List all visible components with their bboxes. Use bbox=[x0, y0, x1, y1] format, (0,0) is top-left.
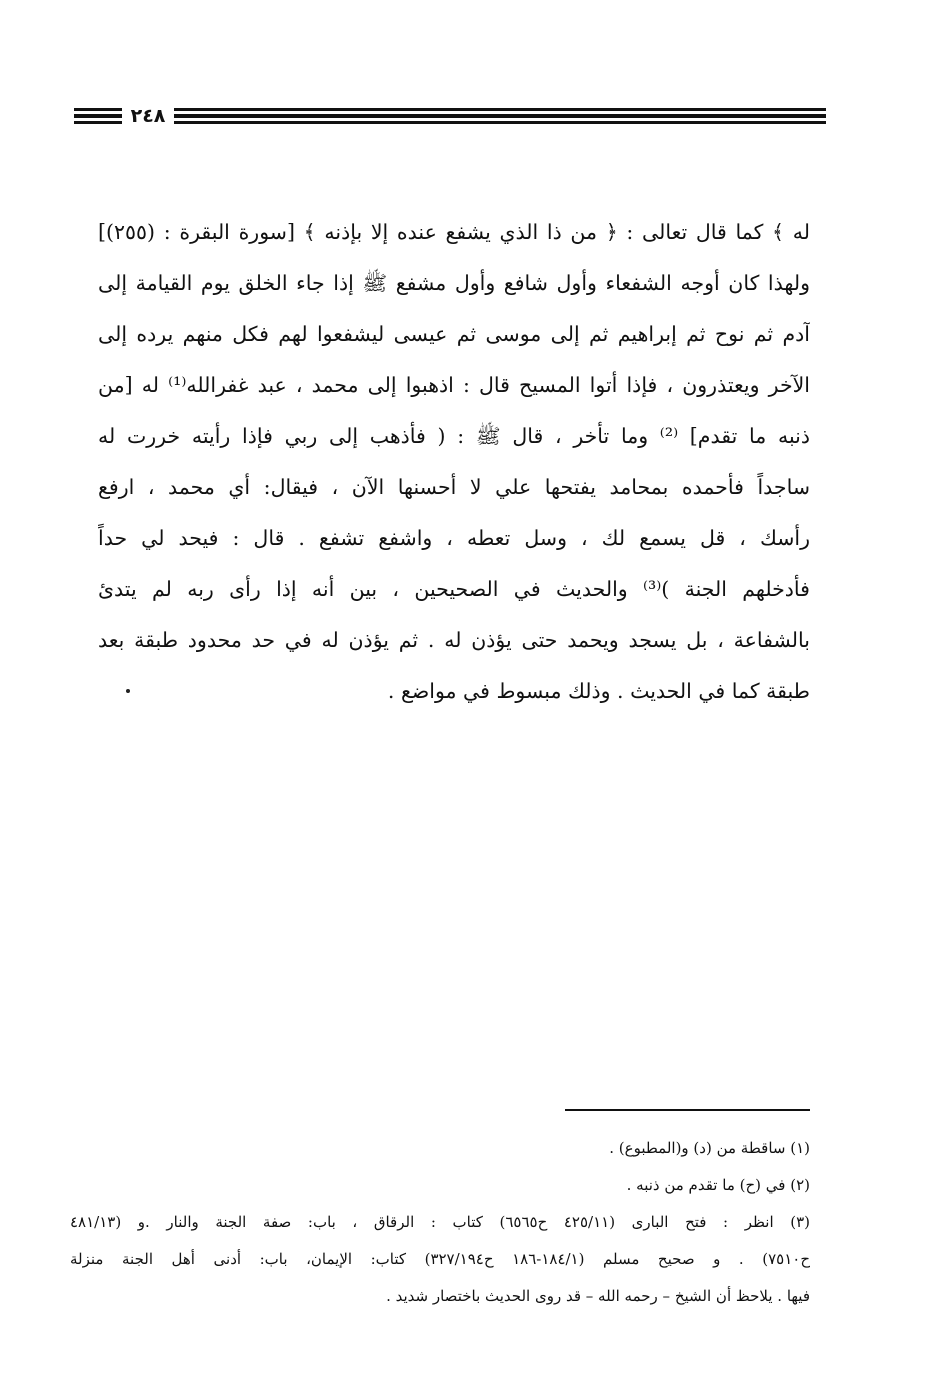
page-number: ٢٤٨ bbox=[130, 105, 166, 127]
footnote-3-line-3: فيها . يلاحظ أن الشيخ – رحمه الله – قد روى الحديث باختصار شديد . bbox=[386, 1287, 810, 1305]
footnote-3-line-2: ح٧٥١٠) . و صحيح مسلم (١٨٤/١-١٨٦ ح٣٢٧/١٩٤) كتاب: الإيمان، باب: أدنى أهل الجنة منزلة bbox=[70, 1250, 810, 1268]
footnote-2: (٢) في (ح) ما تقدم من ذنبه . bbox=[626, 1176, 810, 1194]
text-line-4: الآخر ويعتذرون ، فإذا أتوا المسيح قال : اذهبوا إلى محمد ، عبد غفرالله⁽¹⁾ له [من bbox=[98, 373, 810, 397]
footnotes bbox=[70, 1130, 810, 1315]
header-rule-left bbox=[74, 108, 122, 124]
header-rule-right bbox=[174, 108, 826, 124]
footnote-separator bbox=[565, 1109, 810, 1111]
text-line-9: بالشفاعة ، بل يسجد ويحمد حتى يؤذن له . ثم يؤذن له في حد محدود طبقة بعد bbox=[98, 628, 810, 652]
text-line-8: فأدخلهم الجنة )⁽³⁾ والحديث في الصحيحين ، بين أنه إذا رأى ربه لم يتدئ bbox=[98, 577, 810, 601]
text-line-1: له ﴾ كما قال تعالى : ﴿ من ذا الذي يشفع عنده إلا بإذنه ﴾ [سورة البقرة : (٢٥٥)] bbox=[98, 220, 810, 244]
text-line-7: رأسك ، قل يسمع لك ، وسل تعطه ، واشفع تشفع . قال : فيحد لي حداً bbox=[98, 526, 810, 550]
main-text bbox=[98, 207, 810, 717]
page-header bbox=[74, 104, 826, 128]
text-line-3: آدم ثم نوح ثم إبراهيم ثم إلى موسى ثم عيسى ليشفعوا لهم فكل منهم يرده إلى bbox=[98, 322, 810, 346]
footnote-3-line-1: (٣) انظر : فتح البارى (٤٢٥/١١ ح٦٥٦٥) كتاب : الرقاق ، باب: صفة الجنة والنار .و (٤٨١/١٣ bbox=[70, 1213, 810, 1231]
text-line-2: ولهذا كان أوجه الشفعاء وأول شافع وأول مشفع ﷺ إذا جاء الخلق يوم القيامة إلى bbox=[98, 271, 810, 295]
text-line-5: ذنبه ما تقدم] ⁽²⁾ وما تأخر ، قال ﷺ : ( فأذهب إلى ربي فإذا رأيته خررت له bbox=[98, 424, 810, 448]
stray-dot bbox=[126, 689, 130, 693]
text-line-6: ساجداً فأحمده بمحامد يفتحها علي لا أحسنها الآن ، فيقال: أي محمد ، ارفع bbox=[98, 475, 810, 499]
footnote-1: (١) ساقطة من (د) و(المطبوع) . bbox=[609, 1139, 810, 1157]
text-line-10: طبقة كما في الحديث . وذلك مبسوط في مواضع . bbox=[387, 679, 810, 703]
